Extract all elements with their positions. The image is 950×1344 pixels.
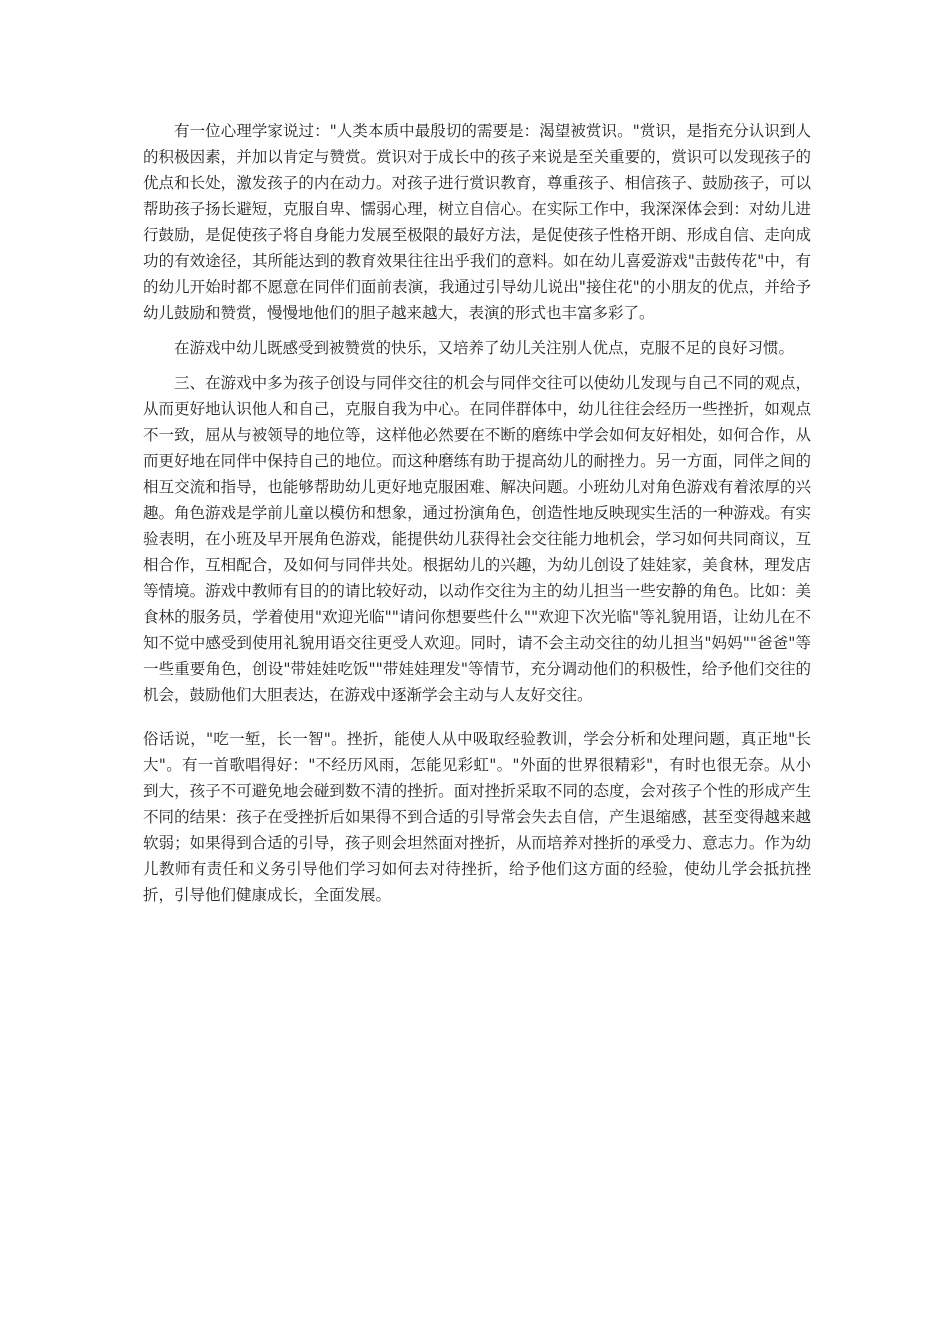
paragraph-game-praise: 在游戏中幼儿既感受到被赞赏的快乐，又培养了幼儿关注别人优点，克服不足的良好习惯。 xyxy=(174,339,795,357)
paragraph-peer-interaction: 三、在游戏中多为孩子创设与同伴交往的机会与同伴交往可以使幼儿发现与自己不同的观点，从而更好地认识他人和自己，克服自我为中心。在同伴群体中，幼儿往往会经历一些挫折，如观点不一致，屈从与被领导的地位等，这样他必然要在不断的磨练中学会如何友好相处，如何合作，从而更好地在同伴中保持自己的地位。而这种磨练有助于提高幼儿的耐挫力。另一方面，同伴之间的相互交流和指导，也能够帮助幼儿更好地克服困难、解决问题。小班幼儿对角色游戏有着浓厚的兴趣。角色游戏是学前儿童以模仿和想象，通过扮演角色，创造性地反映现实生活的一种游戏。有实验表明，在小班及早开展角色游戏，能提供幼儿获得社会交往能力地机会，学习如何共同商议，互相合作，互相配合，及如何与同伴共处。根据幼儿的兴趣，为幼儿创设了娃娃家，美食林，理发店等情境。游戏中教师有目的的请比较好动，以动作交往为主的幼儿担当一些安静的角色。比如：美食林的服务员，学着使用"欢迎光临""请问你想要些什么""欢迎下次光临"等礼貌用语，让幼儿在不知不觉中感受到使用礼貌用语交往更受人欢迎。同时，请不会主动交往的幼儿担当"妈妈""爸爸"等一些重要角色，创设"带娃娃吃饭""带娃娃理发"等情节，充分调动他们的积极性，给予他们交往的机会，鼓励他们大胆表达，在游戏中逐渐学会主动与人友好交往。 xyxy=(143,374,811,704)
paragraph-appreciation: 有一位心理学家说过："人类本质中最殷切的需要是：渴望被赏识。"赏识，是指充分认识到人的积极因素，并加以肯定与赞赏。赏识对于成长中的孩子来说是至关重要的，赏识可以发现孩子的优点和长处，激发孩子的内在动力。对孩子进行赏识教育，尊重孩子、相信孩子、鼓励孩子，可以帮助孩子扬长避短，克服自卑、懦弱心理，树立自信心。在实际工作中，我深深体会到：对幼儿进行鼓励，是促使孩子将自身能力发展至极限的最好方法，是促使孩子性格开朗、形成自信、走向成功的有效途径，其所能达到的教育效果往往出乎我们的意料。如在幼儿喜爱游戏"击鼓传花"中，有的幼儿开始时都不愿意在同伴们面前表演，我通过引导幼儿说出"接住花"的小朋友的优点，并给予幼儿鼓励和赞赏，慢慢地他们的胆子越来越大，表演的形式也丰富多彩了。 xyxy=(143,122,811,322)
paragraph-frustration: 俗话说，"吃一堑，长一智"。挫折，能使人从中吸取经验教训，学会分析和处理问题，真正地"长大"。有一首歌唱得好："不经历风雨，怎能见彩虹"。"外面的世界很精彩"，有时也很无奈。从小到大，孩子不可避免地会碰到数不清的挫折。面对挫折采取不同的态度，会对孩子个性的形成产生不同的结果：孩子在受挫折后如果得不到合适的引导常会失去自信，产生退缩感，甚至变得越来越软弱；如果得到合适的引导，孩子则会坦然面对挫折，从而培养对挫折的承受力、意志力。作为幼儿教师有责任和义务引导他们学习如何去对待挫折，给予他们这方面的经验，使幼儿学会抵抗挫折，引导他们健康成长，全面发展。 xyxy=(143,730,811,904)
document-body xyxy=(143,118,811,908)
